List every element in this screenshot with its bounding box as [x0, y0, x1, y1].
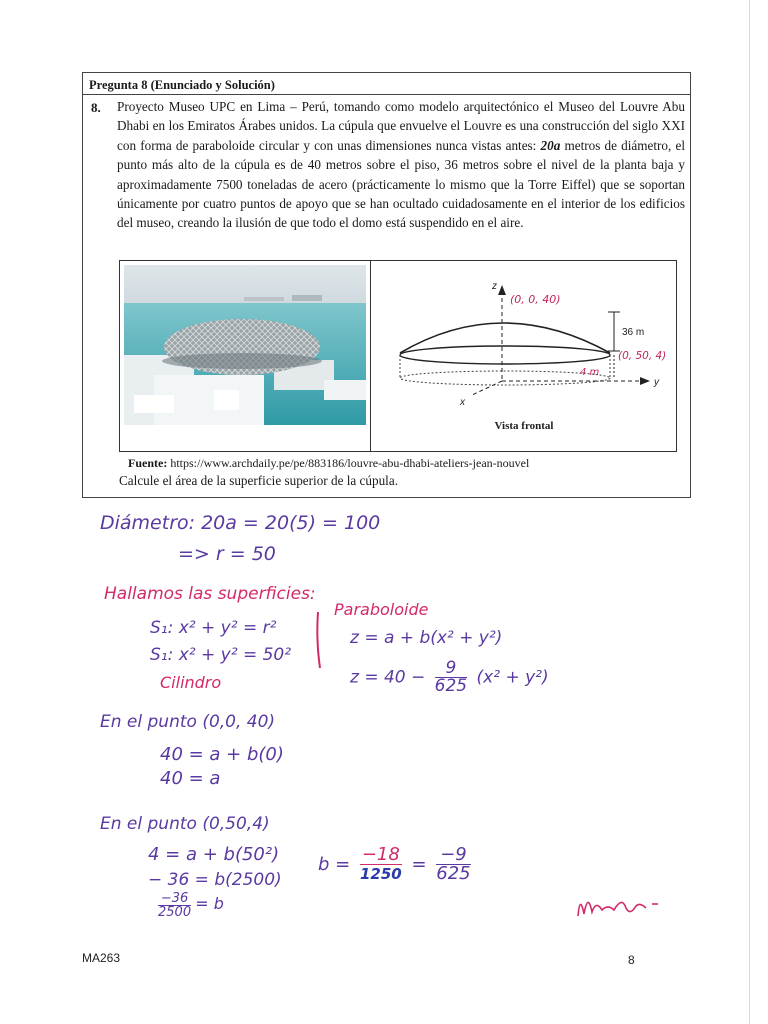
b-value-eq: = [411, 854, 427, 875]
paraboloid-specific-end: (x² + y²) [476, 667, 549, 688]
question-header-title: Pregunta 8 (Enunciado y Solución) [89, 78, 275, 92]
paraboloid-specific-start: z = 40 − [350, 667, 426, 688]
source-label: Fuente: [128, 456, 168, 470]
solution-superficies-heading: Hallamos las superficies: [104, 584, 316, 604]
fraction-18-1250-num: −18 [361, 844, 400, 865]
fraction-9-625-b [436, 846, 470, 883]
source-url: https://www.archdaily.pe/pe/883186/louvre-abu-dhabi-ateliers-jean-nouvel [170, 456, 530, 470]
question-text-part1: Proyecto Museo UPC en Lima – Perú, tomando como modelo arquitectónico el Museo del Louvre Abu Dhabi en los Emiratos Árabes unidos. La cúpula que envuelve el Louvre es una construcción del siglo XXI con forma de paraboloide circular y con unas dimensiones nunca vistas antes: [117, 99, 685, 153]
top-point-label: (0, 0, 40) [510, 293, 561, 306]
fraction-9-625-num: 9 [435, 660, 467, 678]
solution-s1-specific: S₁: x² + y² = 50² [150, 645, 292, 665]
solution-a-value: 40 = a [160, 768, 221, 789]
figure-table [119, 260, 677, 452]
louvre-photo [124, 265, 366, 425]
solution-point2-subtract: − 36 = b(2500) [148, 870, 282, 890]
solution-point1-eq: 40 = a + b(0) [160, 744, 284, 765]
fraction-9-625-b-num: −9 [436, 846, 470, 865]
x-axis [472, 381, 502, 395]
question-box [82, 72, 691, 498]
grader-signature [574, 886, 670, 926]
x-axis-label: x [460, 397, 465, 408]
solution-cilindro-label: Cilindro [160, 673, 222, 692]
diagram-caption: Vista frontal [494, 420, 554, 432]
question-text-part2: metros de diámetro, el punto más alto de la cúpula es de 40 metros sobre el piso, 36 metros sobre el nivel de la planta baja y aproximadamente 7500 toneladas de acero (prácticamente lo mismo que la Torre Eiffel) que se soportan únicamente por cuatro puntos de apoyo que se han ocultado cuidadosamente en el interior de los edificios del museo, creando la ilusión de que todo el domo está suspendido en el aire. [117, 137, 686, 231]
question-header [83, 73, 690, 95]
solution-point2-eq: 4 = a + b(50²) [148, 844, 280, 865]
fraction-18-1250-den: 1250 [359, 865, 402, 883]
solution-b-value [318, 846, 475, 883]
side-point-label: (0, 50, 4) [618, 350, 667, 362]
cylinder-bottom [400, 371, 610, 385]
source-line [128, 456, 529, 471]
solution-point2-heading: En el punto (0,50,4) [100, 814, 270, 834]
y-axis-label: y [654, 377, 659, 388]
dome-base-ellipse [400, 346, 610, 364]
y-axis-arrow [640, 377, 650, 385]
figure-divider [370, 261, 371, 451]
dome-diagram [374, 263, 674, 451]
solution-b-fraction [158, 892, 224, 919]
solution-s1-general: S₁: x² + y² = r² [150, 618, 277, 638]
fraction-36-2500-den: 2500 [158, 905, 192, 920]
fraction-9-625-b-den: 625 [436, 863, 471, 884]
footer-course: MA263 [82, 951, 121, 965]
solution-paraboloide-label: Paraboloide [334, 600, 429, 619]
solution-paraboloid-general: z = a + b(x² + y²) [350, 628, 503, 648]
base-label: 4 m [580, 367, 600, 378]
height-label: 36 m [622, 327, 645, 338]
solution-diameter: Diámetro: 20a = 20(5) = 100 [100, 512, 381, 534]
footer-page-number: 8 [628, 953, 635, 967]
z-axis-arrow [498, 285, 506, 295]
z-axis-label: z [492, 281, 497, 292]
question-text [117, 97, 685, 233]
question-number: 8. [91, 100, 101, 115]
solution-paraboloid-specific [350, 660, 549, 695]
solution-radius: => r = 50 [178, 543, 276, 565]
b-value-start: b = [318, 854, 351, 875]
fraction-36-2500-num: −36 [158, 892, 191, 906]
separator-stroke [312, 610, 324, 670]
fraction-36-2500 [158, 892, 191, 919]
question-prompt: Calcule el área de la superficie superior de la cúpula. [119, 473, 398, 488]
fraction-9-625-den: 625 [434, 676, 468, 696]
question-text-diameter: 20a [540, 137, 561, 153]
solution-point1-heading: En el punto (0,0, 40) [100, 712, 276, 732]
fraction-9-625 [435, 660, 467, 695]
fraction-36-2500-eq: = b [195, 894, 224, 913]
fraction-18-1250 [360, 846, 402, 883]
page-edge [749, 0, 750, 1024]
